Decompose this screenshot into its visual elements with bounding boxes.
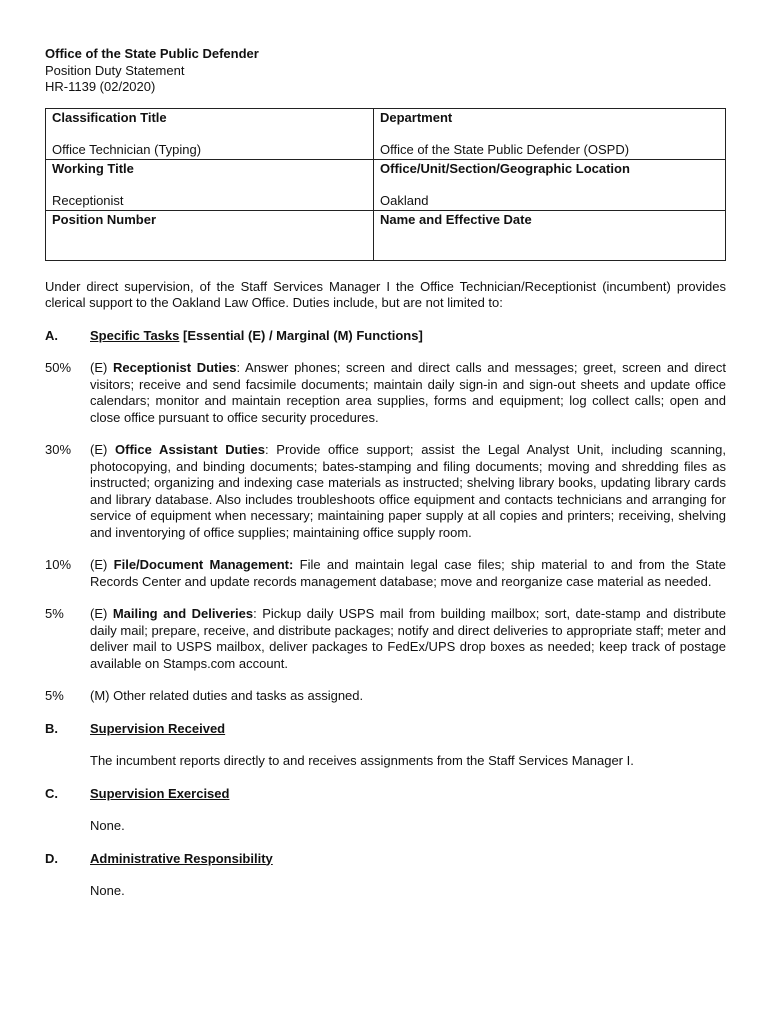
task-item	[45, 360, 726, 426]
task-description: : Provide office support; assist the Legal Analyst Unit, including scanning, photocopying, and binding documents; bates-stamping and filing documents; moving and shredding files as instructed; organizing and indexing case materials as instructed; shelving library books, updating library cards and library database. Also includes troubleshoots office equipment and contacts technicians and arranging for service of equipment when necessary; maintaining paper supply at all copies and printers; receiving, shelving and inventorying of office supplies; maintaining office supply room.	[90, 442, 726, 540]
section-d-body: None.	[90, 883, 125, 898]
task-name: Mailing and Deliveries	[112, 606, 254, 621]
task-name: Receptionist Duties	[113, 360, 237, 375]
working-title-cell	[46, 159, 374, 210]
department-value: Office of the State Public Defender (OSPD)	[380, 142, 630, 157]
task-description: : Pickup daily USPS mail from building mailbox; sort, date-stamp and distribute daily mail; prepare, receive, and distribute packages; notify and direct deliveries to appropriate staff; meter and deliver mail to USPS mailbox, deliver packages to FedEx/UPS drop boxes as needed; keep track of postage available on Stamps.com account.	[90, 606, 726, 671]
section-letter: B.	[45, 720, 58, 736]
section-letter: D.	[45, 850, 58, 866]
position-number-label: Position Number	[52, 211, 157, 227]
task-percent: 10%	[45, 557, 72, 572]
name-date-cell	[374, 210, 726, 260]
intro-paragraph: Under direct supervision, of the Staff Services Manager I the Office Technician/Receptionist (incumbent) provides clerical support to the Oakland Law Office. Duties include, but are not limited to:	[45, 278, 726, 310]
position-number-cell	[46, 210, 374, 260]
section-a-heading	[45, 328, 726, 345]
section-title-rest: [Essential (E) / Marginal (M) Functions]	[179, 327, 423, 343]
document-title: Position Duty Statement	[45, 62, 185, 78]
section-title: Administrative Responsibility	[90, 850, 273, 866]
department-cell	[374, 108, 726, 159]
section-title: Specific Tasks	[90, 327, 180, 343]
task-prefix: (E)	[90, 442, 116, 457]
form-number: HR-1139 (02/2020)	[45, 79, 156, 94]
working-title-label: Working Title	[52, 160, 134, 176]
location-cell	[374, 159, 726, 210]
task-item	[45, 442, 726, 541]
task-percent: 30%	[45, 442, 72, 457]
location-label: Office/Unit/Section/Geographic Location	[380, 160, 630, 176]
task-description: : Answer phones; screen and direct calls and messages; greet, screen and direct visitors; receive and send facsimile documents; maintain daily sign-in and sign-out sheets and update office calendars; monitor and maintain reception area supplies, forms and equipment; log collect calls; open and close office pursuant to office security procedures.	[90, 360, 726, 425]
location-value: Oakland	[380, 193, 429, 208]
task-prefix: (E)	[90, 606, 113, 621]
task-prefix: (E)	[90, 557, 114, 572]
document-header	[45, 46, 726, 96]
duty-statement-page	[45, 46, 726, 900]
section-title: Supervision Exercised	[90, 785, 230, 801]
task-item	[45, 557, 726, 590]
task-prefix: (E)	[90, 360, 114, 375]
name-date-label: Name and Effective Date	[380, 211, 532, 227]
classification-label: Classification Title	[52, 109, 167, 125]
task-percent: 5%	[45, 688, 64, 703]
task-percent: 50%	[45, 360, 72, 375]
task-name: Office Assistant Duties	[115, 442, 265, 457]
section-letter: C.	[45, 785, 58, 801]
section-c-heading	[45, 786, 726, 803]
section-title: Supervision Received	[90, 720, 226, 736]
department-label: Department	[380, 109, 453, 125]
classification-value: Office Technician (Typing)	[52, 142, 202, 157]
task-prefix: (M) Other related duties and tasks as assigned.	[90, 688, 364, 703]
task-description: File and maintain legal case files; ship material to and from the State Records Center and update records management database; move and reorganize case material as needed.	[90, 557, 726, 589]
task-name: File/Document Management:	[113, 557, 294, 572]
classification-cell	[46, 108, 374, 159]
section-letter: A.	[45, 327, 58, 343]
working-title-value: Receptionist	[52, 193, 124, 208]
position-info-table	[45, 108, 726, 261]
task-item	[45, 688, 726, 705]
task-item	[45, 606, 726, 672]
organization-name: Office of the State Public Defender	[45, 46, 259, 61]
task-percent: 5%	[45, 606, 64, 621]
section-b-heading	[45, 721, 726, 738]
section-b-body: The incumbent reports directly to and receives assignments from the Staff Services Manager I.	[90, 753, 634, 768]
section-c-body: None.	[90, 818, 125, 833]
section-d-heading	[45, 851, 726, 868]
